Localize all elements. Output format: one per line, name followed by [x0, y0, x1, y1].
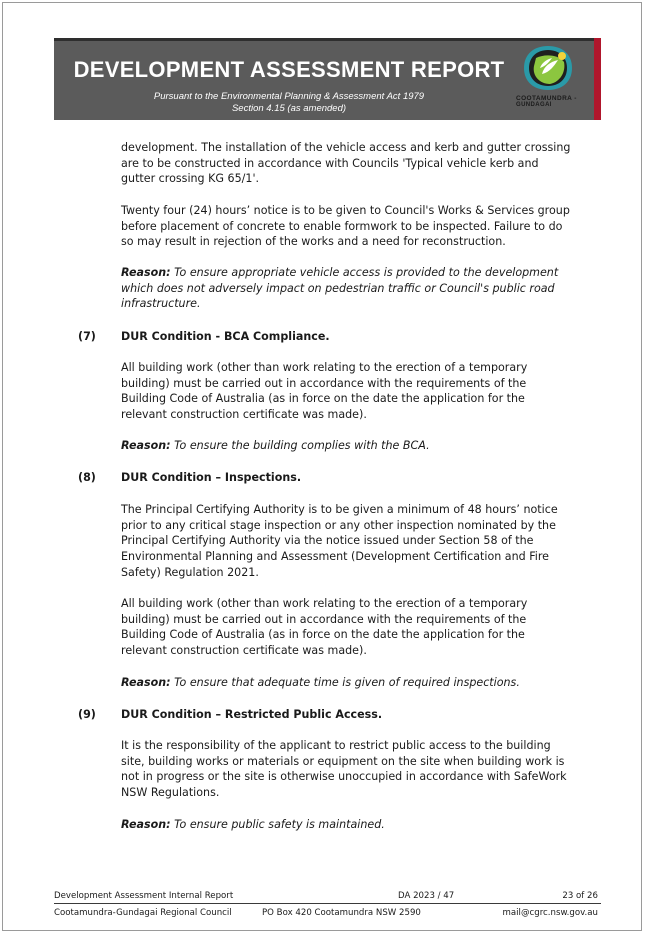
body-paragraph-continued: development. The installation of the vehicle access and kerb and gutter crossing are to be constructed in accordance with Councils 'Typical vehicle kerb and gutter crossing KG 65/1'.	[121, 141, 571, 186]
condition-9-paragraph: It is the responsibility of the applicant to restrict public access to the building site, building works or materials or equipment on the site when building work is not in progress or the site is otherwise unoccupied in accordance with SafeWork NSW Regulations.	[121, 739, 567, 800]
reason-label: Reason:	[121, 266, 171, 279]
report-subtitle-act: Pursuant to the Environmental Planning & Assessment Act 1979	[153, 91, 425, 102]
condition-7-reason	[121, 438, 571, 454]
body-paragraph-notice: Twenty four (24) hours’ notice is to be given to Council's Works & Services group before placement of concrete to enable formwork to be inspected. Failure to do so may result in rejection of the works and a need for reconstruction.	[121, 204, 570, 249]
condition-number-8: (8)	[78, 471, 96, 484]
council-logo-leaf-icon	[522, 44, 574, 92]
condition-7-paragraph: All building work (other than work relating to the erection of a temporary building) must be carried out in accordance with the requirements of the Building Code of Australia (as in force on the date the application for the relevant construction certificate was made).	[121, 361, 528, 422]
footer-page-number: 23 of 26	[562, 891, 598, 901]
reason-label: Reason:	[121, 818, 171, 831]
report-subtitle-section: Section 4.15 (as amended)	[231, 103, 347, 114]
condition-number-7: (7)	[78, 330, 96, 343]
condition-title-9: DUR Condition – Restricted Public Access.	[121, 708, 383, 721]
logo-wordmark-line2: GUNDAGAI	[516, 102, 552, 108]
footer-divider	[54, 903, 601, 904]
reason-text: To ensure appropriate vehicle access is provided to the development which does not adversely impact on pedestrian traffic or Council's public road infrastructure.	[121, 266, 559, 311]
council-logo	[516, 44, 588, 116]
reason-label: Reason:	[121, 439, 171, 452]
condition-title-7: DUR Condition - BCA Compliance.	[121, 330, 330, 343]
council-logo-wordmark	[516, 95, 588, 109]
footer-postal-address: PO Box 420 Cootamundra NSW 2590	[262, 908, 421, 918]
reason-text: To ensure the building complies with the BCA.	[174, 439, 430, 452]
footer-email: mail@cgrc.nsw.gov.au	[502, 908, 598, 918]
footer-council-name: Cootamundra-Gundagai Regional Council	[54, 908, 232, 918]
reason-paragraph-vehicle-access	[121, 265, 571, 312]
reason-text: To ensure that adequate time is given of required inspections.	[174, 676, 520, 689]
footer-da-number: DA 2023 / 47	[398, 891, 455, 901]
report-header-banner	[54, 38, 601, 120]
condition-8-paragraph-2: All building work (other than work relating to the erection of a temporary building) must be carried out in accordance with the requirements of the Building Code of Australia (as in force on the date the application for the relevant construction certificate was made).	[121, 597, 528, 658]
condition-9-reason	[121, 817, 571, 833]
report-title: DEVELOPMENT ASSESSMENT REPORT	[73, 57, 505, 82]
logo-wordmark-line1: COOTAMUNDRA -	[516, 95, 577, 102]
banner-accent-stripe	[594, 38, 601, 120]
reason-label: Reason:	[121, 676, 171, 689]
condition-title-8: DUR Condition – Inspections.	[121, 471, 302, 484]
reason-text: To ensure public safety is maintained.	[174, 818, 385, 831]
condition-number-9: (9)	[78, 708, 96, 721]
condition-8-reason	[121, 675, 571, 691]
condition-8-paragraph-1: The Principal Certifying Authority is to be given a minimum of 48 hours’ notice prior to any critical stage inspection or any other inspection nominated by the Principal Certifying Authority via the notice issued under Section 58 of the Environmental Planning and Assessment (Development Certification and Fire Safety) Regulation 2021.	[121, 503, 558, 579]
footer-report-name: Development Assessment Internal Report	[54, 891, 234, 901]
